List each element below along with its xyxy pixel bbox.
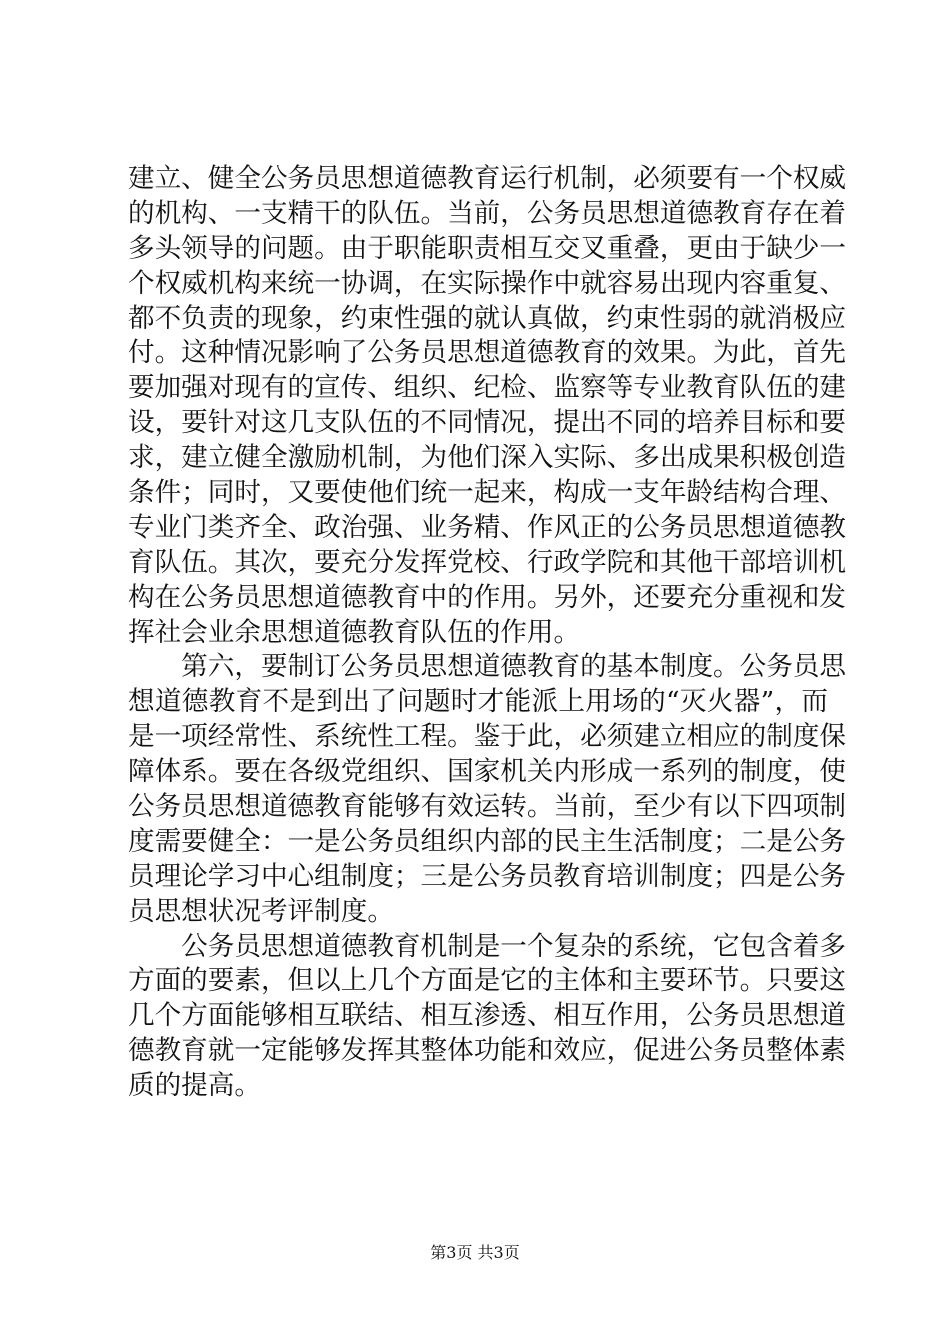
text-line: 设，要针对这几支队伍的不同情况，提出不同的培养目标和要 <box>128 407 847 439</box>
text-line: 方面的要素，但以上几个方面是它的主体和主要环节。只要这 <box>128 965 847 997</box>
text-line: 条件；同时，又要使他们统一起来，构成一支年龄结构合理、 <box>128 477 847 509</box>
text-line: 多头领导的问题。由于职能职责相互交叉重叠，更由于缺少一 <box>128 232 847 264</box>
text-line: 第六，要制订公务员思想道德教育的基本制度。公务员思 <box>128 651 847 683</box>
text-line: 构在公务员思想道德教育中的作用。另外，还要充分重视和发 <box>128 581 847 613</box>
document-body-text <box>128 162 847 1104</box>
text-line: 专业门类齐全、政治强、业务精、作风正的公务员思想道德教 <box>128 511 847 543</box>
page-number: 第3页 共3页 <box>430 1243 520 1262</box>
text-line: 想道德教育不是到出了问题时才能派上用场的“灭火器”，而 <box>128 686 828 718</box>
text-line: 挥社会业余思想道德教育队伍的作用。 <box>128 616 581 648</box>
text-line: 育队伍。其次，要充分发挥党校、行政学院和其他干部培训机 <box>128 546 847 578</box>
text-line: 付。这种情况影响了公务员思想道德教育的效果。为此，首先 <box>128 337 847 369</box>
text-line: 员思想状况考评制度。 <box>128 895 394 927</box>
text-line: 障体系。要在各级党组织、国家机关内形成一系列的制度，使 <box>128 756 847 788</box>
text-line: 的机构、一支精干的队伍。当前，公务员思想道德教育存在着 <box>128 197 847 229</box>
text-line: 求，建立健全激励机制，为他们深入实际、多出成果积极创造 <box>128 442 847 474</box>
text-line: 都不负责的现象，约束性强的就认真做，约束性弱的就消极应 <box>128 302 847 334</box>
text-line: 员理论学习中心组制度；三是公务员教育培训制度；四是公务 <box>128 860 847 892</box>
text-line: 要加强对现有的宣传、组织、纪检、监察等专业教育队伍的建 <box>128 372 847 404</box>
text-line: 是一项经常性、系统性工程。鉴于此，必须建立相应的制度保 <box>128 721 847 753</box>
text-line: 公务员思想道德教育机制是一个复杂的系统，它包含着多 <box>128 930 847 962</box>
text-line: 质的提高。 <box>128 1070 261 1102</box>
text-line: 度需要健全：一是公务员组织内部的民主生活制度；二是公务 <box>128 825 847 857</box>
text-line: 几个方面能够相互联结、相互渗透、相互作用，公务员思想道 <box>128 1000 847 1032</box>
text-line: 德教育就一定能够发挥其整体功能和效应，促进公务员整体素 <box>128 1035 847 1067</box>
text-line: 个权威机构来统一协调，在实际操作中就容易出现内容重复、 <box>128 267 847 299</box>
text-line: 公务员思想道德教育能够有效运转。当前，至少有以下四项制 <box>128 791 847 823</box>
text-line: 建立、健全公务员思想道德教育运行机制，必须要有一个权威 <box>128 163 847 194</box>
